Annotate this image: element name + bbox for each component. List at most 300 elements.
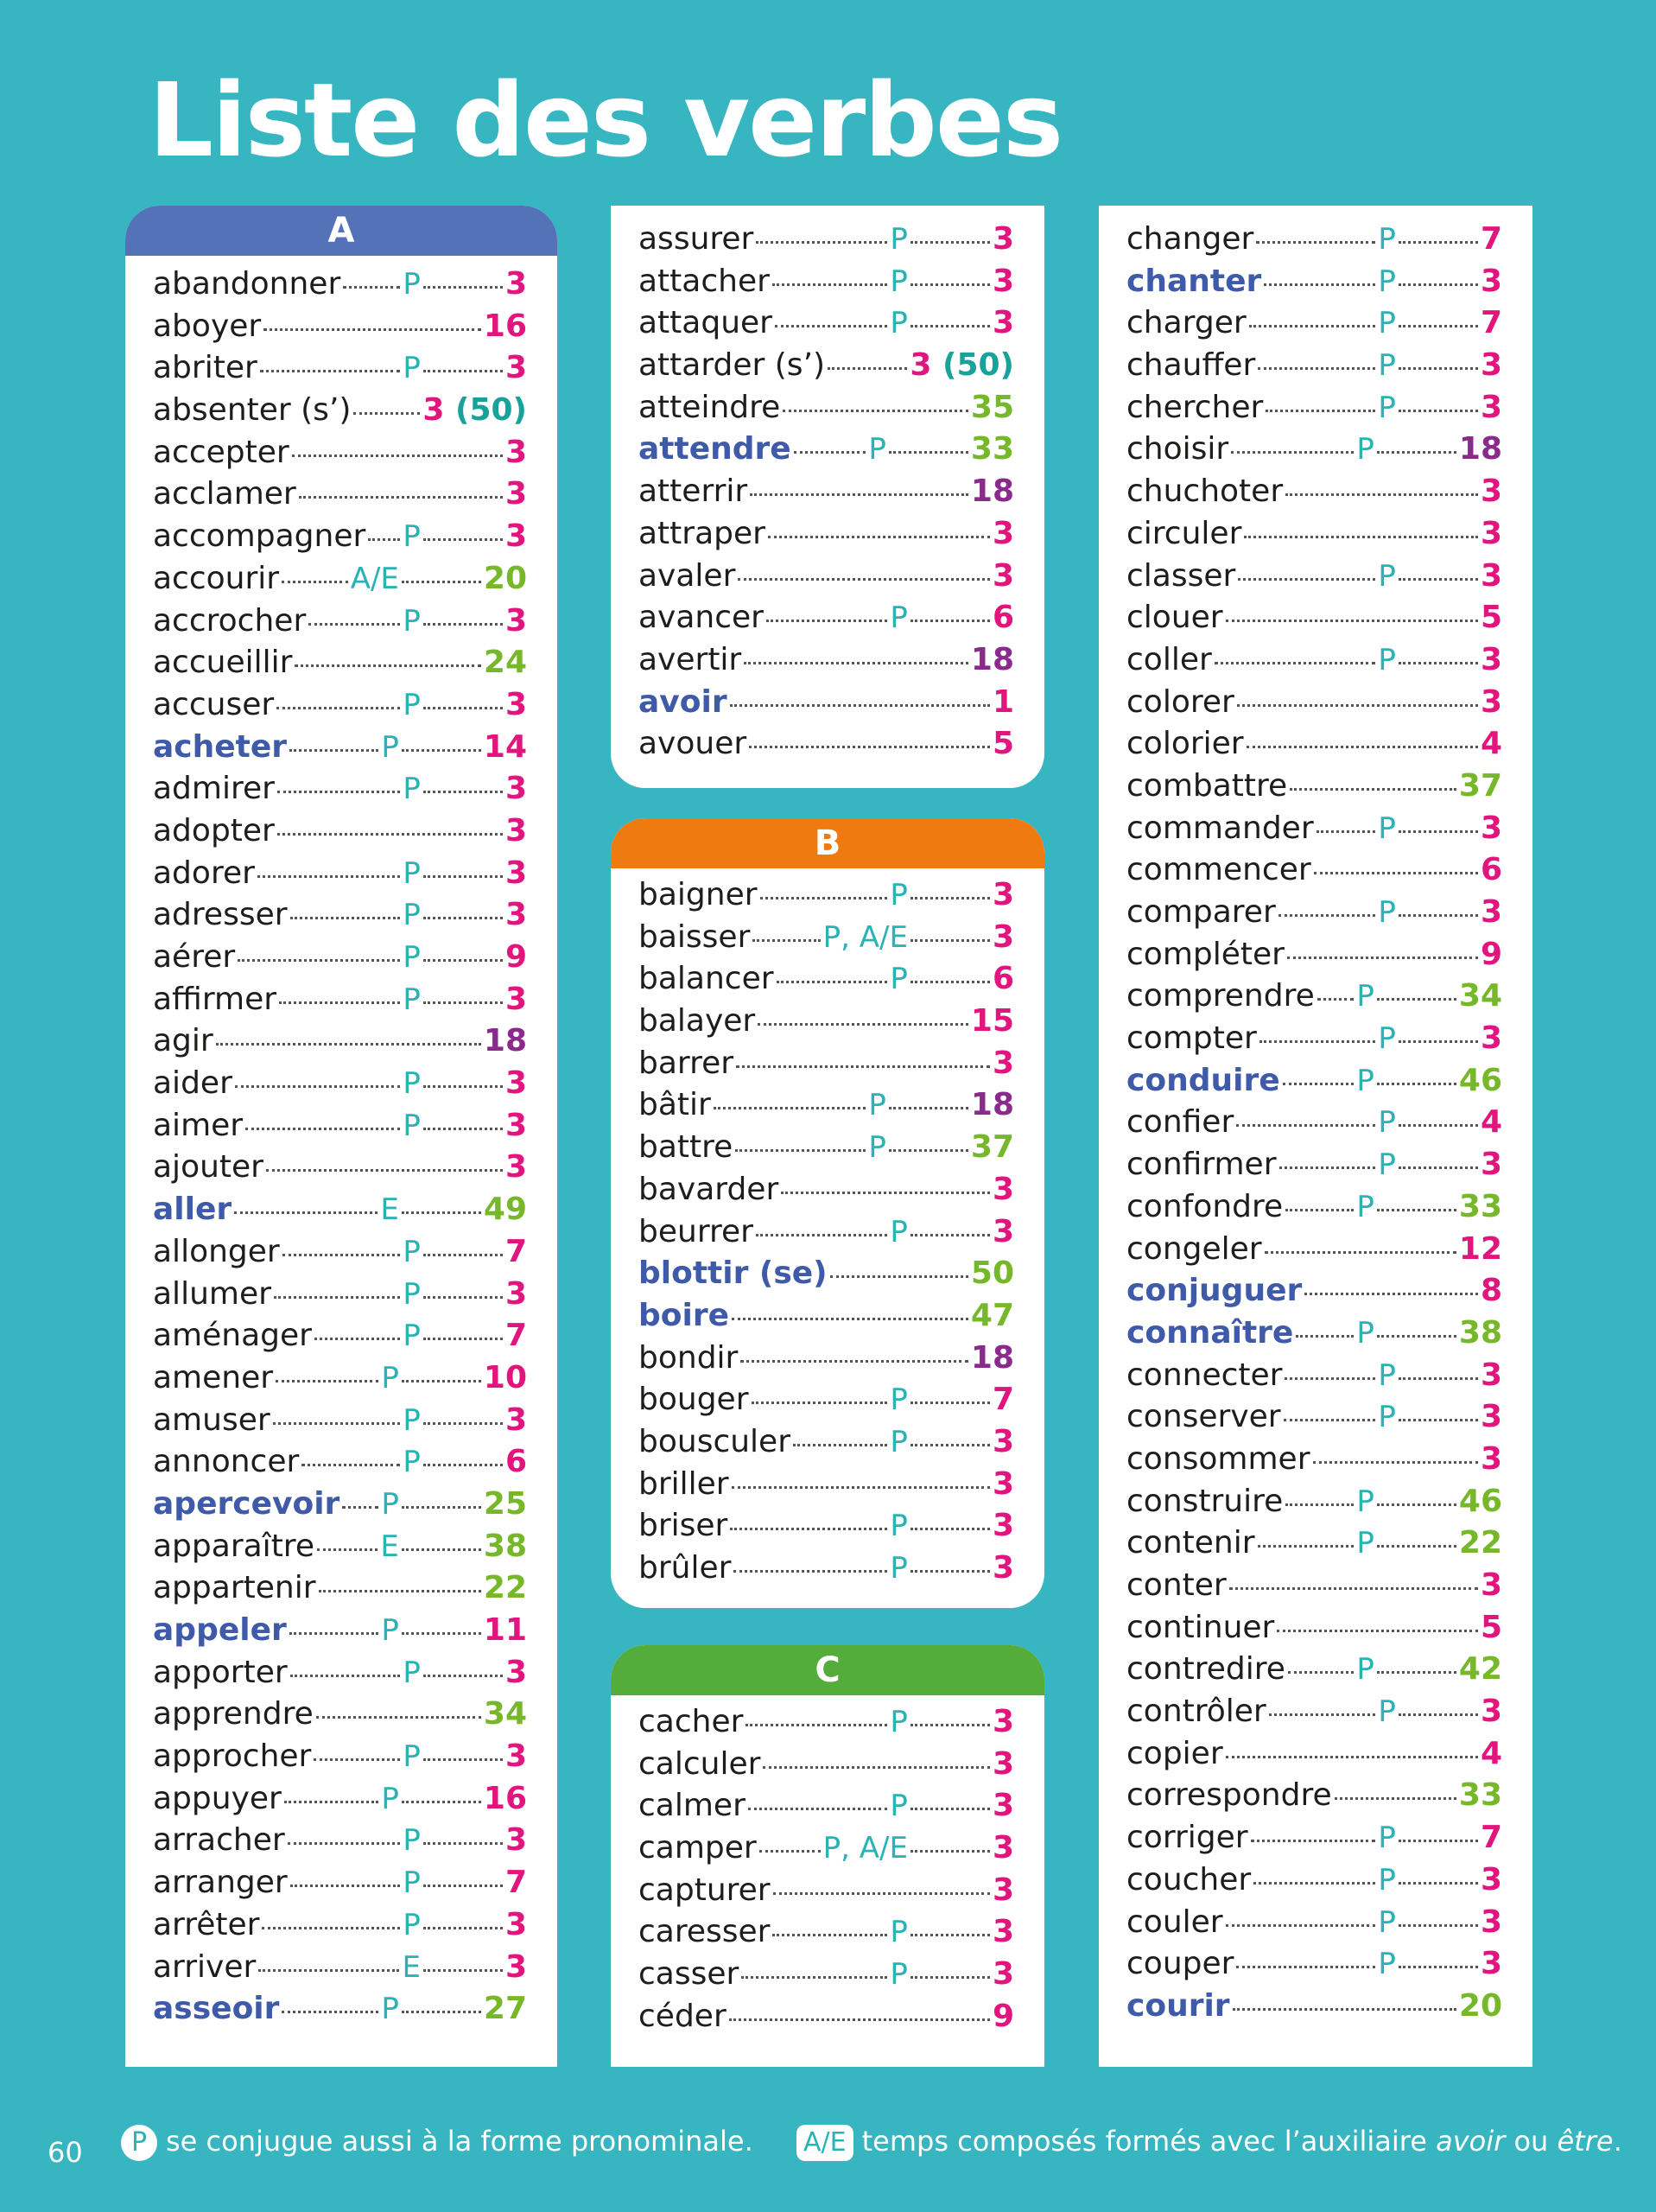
verb-name: confirmer [1126,1147,1277,1183]
verb-name: contrôler [1126,1694,1266,1730]
verb-row [153,855,527,898]
verb-name: continuer [1126,1609,1275,1645]
auxiliary-marker: E [402,1949,421,1985]
auxiliary-marker: P [403,940,421,975]
verb-row [153,1612,527,1655]
verb-name: attarder (s’) [638,347,826,384]
auxiliary-marker: P [1378,1821,1396,1856]
dot-leader [1256,241,1375,244]
verb-name: chauffer [1126,347,1256,384]
verb-name: arracher [153,1822,285,1859]
auxiliary-marker: P [403,351,421,386]
verb-name: conduire [1126,1062,1280,1098]
auxiliary-marker: P [1356,1652,1374,1688]
table-number-pronominal: (50) [942,347,1014,384]
conjugation-table-number: 3 [1480,1946,1502,1982]
verb-name: aboyer [153,308,262,344]
verb-name: battre [638,1129,733,1166]
auxiliary-marker: P [890,264,908,299]
conjugation-table-number: 3 [1480,1440,1502,1477]
verb-row [1126,1862,1502,1904]
auxiliary-marker: P [403,1907,421,1942]
dot-leader [1288,1671,1354,1674]
auxiliary-marker: P [403,898,421,933]
dot-leader [314,1338,400,1340]
verb-row [638,431,1014,474]
conjugation-table-number: 14 [483,728,527,765]
dot-leader [1377,1671,1456,1674]
dot-leader [289,1632,379,1635]
dot-leader [1377,1209,1456,1211]
conjugation-table-number: 3 [1480,1357,1502,1393]
table-number-main: 3 [422,392,455,429]
auxiliary-marker: P [890,1957,908,1993]
dot-leader [781,1192,990,1194]
verb-row [1126,810,1502,853]
verb-name: chuchoter [1126,474,1284,510]
verb-row [153,308,527,351]
dot-leader [766,620,887,622]
dot-leader [735,1149,866,1152]
conjugation-table-number: 3 [504,981,527,1017]
legend-pronominal [121,2121,753,2161]
verb-name: attendre [638,431,791,467]
verb-name: cacher [638,1704,744,1739]
verb-name: casser [638,1956,739,1993]
verb-row [1126,937,1502,979]
dot-leader [910,283,990,286]
verb-name: boire [638,1297,730,1333]
dot-leader [910,1724,990,1726]
verb-row [153,1444,527,1486]
auxiliary-marker: P [890,1789,908,1824]
verb-row [153,1108,527,1150]
dot-leader [1377,1503,1456,1506]
conjugation-table-number: 3 [1480,389,1502,425]
verb-row [638,1872,1014,1915]
auxiliary-marker: P [381,1781,399,1816]
verb-row [638,1914,1014,1956]
verb-row [153,435,527,477]
conjugation-table-number: 3 [1480,810,1502,846]
verb-row [1126,1946,1502,1988]
verb-name: bouger [638,1382,749,1418]
auxiliary-marker: P [1378,1947,1396,1982]
verb-name: chercher [1126,389,1264,425]
conjugation-table-number: 22 [483,1570,527,1606]
auxiliary-marker: P [890,1424,908,1459]
verb-row [1126,642,1502,684]
verb-row [1126,1484,1502,1526]
verb-row [1126,1610,1502,1652]
dot-leader [1399,410,1478,412]
dot-leader [732,1486,990,1489]
dot-leader [423,959,503,962]
verb-row [638,474,1014,516]
verb-list-c-continued [1126,221,1502,2031]
verb-row [153,518,527,561]
auxiliary-marker: P [381,1360,399,1395]
auxiliary-marker: P [403,603,421,639]
verb-name: contredire [1126,1651,1285,1688]
verb-name: apparaître [153,1528,314,1564]
verb-row [1126,852,1502,894]
conjugation-table-number: 4 [1480,1735,1502,1771]
verb-row [638,1466,1014,1509]
conjugation-table-number: 3 [992,1788,1014,1824]
dot-leader [423,1422,503,1425]
column-a-continued [611,206,1044,788]
auxiliary-marker: P [1378,558,1396,594]
verb-name: balayer [638,1003,756,1039]
dot-leader [423,1927,503,1929]
dot-leader [1215,662,1376,664]
dot-leader [1290,788,1456,791]
verb-list-b [638,877,1014,1592]
verb-name: bousculer [638,1423,791,1459]
auxiliary-marker: P [1378,306,1396,341]
conjugation-table-number: 3 [1480,263,1502,299]
verb-name: chanter [1126,263,1262,299]
verb-name: admirer [153,771,275,807]
verb-name: amuser [153,1402,270,1438]
conjugation-table-number: 3 [992,1550,1014,1586]
dot-leader [1283,1083,1355,1085]
conjugation-table-number: 47 [970,1297,1014,1333]
dot-leader [1377,1335,1456,1338]
auxiliary-marker: P [403,772,421,807]
conjugation-table-number: 3 [992,221,1014,257]
dot-leader [1399,1882,1478,1885]
conjugation-table-number: 3 [504,518,527,555]
conjugation-table-number: 3 [1480,1020,1502,1057]
dot-leader [1399,1966,1478,1968]
verb-name: arranger [153,1865,288,1901]
dot-leader [1247,746,1478,748]
verb-name: accuser [153,686,275,722]
dot-leader [245,1128,400,1130]
dot-leader [402,1801,481,1803]
dot-leader [1244,536,1478,538]
dot-leader [775,325,887,327]
legend-p-text: se conjugue aussi à la forme pronominale. [166,2125,753,2158]
auxiliary-marker: P [403,1866,421,1901]
dot-leader [423,1128,503,1130]
verb-name: baigner [638,877,758,912]
verb-list-a [153,266,527,2033]
verb-row [153,982,527,1024]
verb-name: copier [1126,1735,1223,1771]
dot-leader [290,1675,401,1677]
verb-name: adopter [153,812,275,849]
verb-name: attaquer [638,305,772,341]
verb-name: aménager [153,1318,312,1354]
conjugation-table-number: 3 [1480,557,1502,594]
verb-row [153,1822,527,1865]
verb-name: apercevoir [153,1485,340,1522]
verb-row [638,1087,1014,1129]
dot-leader [772,283,888,286]
verb-row [638,642,1014,684]
verb-row [638,1382,1014,1424]
verb-row [638,1956,1014,1999]
dot-leader [1226,1756,1478,1758]
auxiliary-marker: P [381,1613,399,1648]
dot-leader [730,704,990,707]
verb-name: brûler [638,1550,732,1586]
verb-name: bâtir [638,1087,711,1123]
conjugation-table-number: 3 [992,1704,1014,1739]
auxiliary-marker: P [1378,1147,1396,1183]
auxiliary-marker: P [890,1382,908,1418]
verb-row [153,1655,527,1697]
conjugation-table-number: 3 [1480,894,1502,930]
auxiliary-marker: P [403,1739,421,1775]
verb-row [638,1830,1014,1872]
verb-name: comprendre [1126,978,1315,1014]
verb-row [153,1738,527,1781]
dot-leader [772,1934,887,1936]
verb-row [638,600,1014,642]
dot-leader [910,897,990,899]
verb-name: absenter (s’) [153,392,352,429]
verb-row [153,687,527,729]
dot-leader [1399,283,1478,286]
conjugation-table-number: 3 [992,1956,1014,1993]
conjugation-table-number: 3 [504,1906,527,1942]
dot-leader [402,1548,481,1551]
conjugation-table-number: 7 [504,1865,527,1901]
dot-leader [828,367,907,370]
conjugation-table-number: 42 [1458,1651,1502,1688]
conjugation-table-number: 5 [1480,1609,1502,1645]
dot-leader [402,581,481,583]
legend-ae-end: . [1613,2125,1622,2158]
verb-row [638,1788,1014,1830]
conjugation-table-number: 3 [992,1872,1014,1908]
dot-leader [1264,283,1375,286]
verb-row [153,1149,527,1192]
verb-name: coucher [1126,1861,1252,1897]
auxiliary-marker: P [890,1915,908,1950]
auxiliary-marker: P [403,1655,421,1690]
dot-leader [1304,1293,1478,1295]
verb-name: avoir [638,683,727,720]
dot-leader [353,412,420,415]
page-title: Liste des verbes [149,60,1063,180]
verb-row [153,603,527,645]
dot-leader [1377,451,1456,454]
dot-leader [729,2018,990,2021]
auxiliary-marker: P [381,1486,399,1522]
verb-name: accepter [153,434,289,470]
auxiliary-marker: P [1378,1357,1396,1393]
auxiliary-marker: P [403,1108,421,1143]
dot-leader [910,325,990,327]
dot-leader [733,1570,887,1573]
dot-leader [402,2011,481,2013]
verb-name: accrocher [153,602,307,639]
verb-row [153,897,527,939]
table-number-pronominal: (50) [454,392,527,429]
column-b [611,818,1044,1608]
dot-leader [1266,410,1375,412]
conjugation-table-number: 3 [504,771,527,807]
auxiliary-marker: P [1378,1021,1396,1057]
verb-row [1126,1104,1502,1147]
legend-ae-or: ou [1505,2125,1558,2158]
dot-leader [273,1422,401,1425]
verb-row [638,1424,1014,1466]
verb-row [638,264,1014,306]
auxiliary-marker: P [403,687,421,722]
verb-row [638,919,1014,962]
dot-leader [1226,620,1478,622]
verb-name: clouer [1126,600,1223,636]
dot-leader [1399,1040,1478,1043]
conjugation-table-number: 18 [970,474,1014,510]
dot-leader [1399,1924,1478,1927]
dot-leader [402,1632,481,1635]
dot-leader [1285,493,1478,496]
verb-name: atterrir [638,474,748,510]
auxiliary-marker: P [868,432,886,467]
verb-name: appeler [153,1612,287,1648]
conjugation-table-number: 49 [483,1192,527,1228]
auxiliary-marker: P [1378,1105,1396,1141]
verb-name: compléter [1126,936,1285,972]
auxiliary-marker: P [381,729,399,765]
auxiliary-marker: P [890,601,908,636]
auxiliary-marker: P [1378,222,1396,257]
auxiliary-marker: P [1356,1526,1374,1561]
conjugation-table-number: 3 [992,557,1014,594]
conjugation-table-number: 3 [992,1045,1014,1081]
conjugation-table-number: 3 [992,877,1014,912]
dot-leader [1265,1251,1456,1254]
dot-leader [257,875,401,878]
conjugation-table-number: 33 [1458,1777,1502,1814]
dot-leader [284,1801,379,1803]
auxiliary-marker: P [403,267,421,302]
verb-name: couper [1126,1946,1234,1982]
dot-leader [1399,914,1478,917]
dot-leader [276,707,400,709]
dot-leader [910,620,990,622]
verb-row [638,684,1014,727]
dot-leader [1269,1713,1376,1716]
dot-leader [910,1976,990,1979]
dot-leader [1277,1630,1478,1632]
verb-name: caresser [638,1914,771,1950]
conjugation-table-number: 25 [483,1485,527,1522]
verb-row [153,1486,527,1529]
conjugation-table-number: 11 [483,1612,527,1648]
dot-leader [1237,704,1478,707]
dot-leader [258,1969,399,1972]
auxiliary-marker: P, A/E [822,919,908,955]
conjugation-table-number: 3 [1480,474,1502,510]
verb-row [638,1999,1014,2041]
auxiliary-marker: P, A/E [822,1831,908,1866]
dot-leader [730,1528,887,1530]
dot-leader [1313,1461,1478,1464]
verb-name: choisir [1126,431,1229,467]
dot-leader [1236,1124,1375,1127]
verb-name: aimer [153,1107,244,1143]
verb-row [1126,1736,1502,1778]
conjugation-table-number: 15 [970,1003,1014,1039]
verb-name: beurrer [638,1213,753,1249]
dot-leader [750,493,968,496]
dot-leader [262,1927,400,1929]
verb-row [1126,894,1502,937]
dot-leader [343,286,400,289]
page-number: 60 [48,2136,83,2169]
dot-leader [423,1675,503,1677]
verb-name: avaler [638,557,736,594]
verb-name: accueillir [153,645,293,681]
conjugation-table-number: 3 [992,1745,1014,1782]
verb-name: appartenir [153,1570,316,1606]
dot-leader [1287,957,1478,959]
dot-leader [277,833,503,836]
verb-row [153,1529,527,1571]
verb-name: barrer [638,1045,734,1081]
auxiliary-marker: P [403,1276,421,1312]
auxiliary-marker: P [403,1234,421,1269]
legend-ae-etre: être [1557,2125,1614,2158]
conjugation-table-number: 3 [1480,1399,1502,1435]
conjugation-table-number: 27 [483,1991,527,2027]
dot-leader [423,538,503,541]
dot-leader [216,1043,481,1046]
conjugation-table-number: 3 [504,855,527,891]
dot-leader [1399,1166,1478,1169]
verb-row [153,561,527,603]
dot-leader [889,1149,968,1152]
verb-row [153,1570,527,1612]
verb-row [1126,431,1502,474]
verb-row [153,1318,527,1360]
verb-row [638,1298,1014,1340]
auxiliary-marker: P [1378,1904,1396,1940]
dot-leader [752,939,820,942]
conjugation-table-number: 18 [970,1087,1014,1123]
column-c [611,1645,1044,2067]
dot-leader [1229,1587,1478,1590]
dot-leader [423,875,503,878]
verb-name: acheter [153,728,288,765]
auxiliary-marker: P [1378,348,1396,384]
verb-row [1126,1147,1502,1189]
dot-leader [1399,830,1478,833]
legend-auxiliary [796,2121,1622,2161]
verb-list-c [638,1704,1014,2041]
dot-leader [1285,1503,1354,1506]
verb-name: acclamer [153,476,296,512]
verb-name: conserver [1126,1399,1281,1435]
auxiliary-marker: E [380,1529,399,1564]
verb-name: conter [1126,1567,1227,1603]
dot-leader [1335,1797,1456,1800]
verb-name: abriter [153,350,257,386]
verb-row [153,1991,527,2033]
p-badge: P [121,2125,157,2161]
verb-name: coller [1126,641,1212,677]
verb-name: allonger [153,1233,280,1269]
conjugation-table-number: 16 [483,1780,527,1816]
